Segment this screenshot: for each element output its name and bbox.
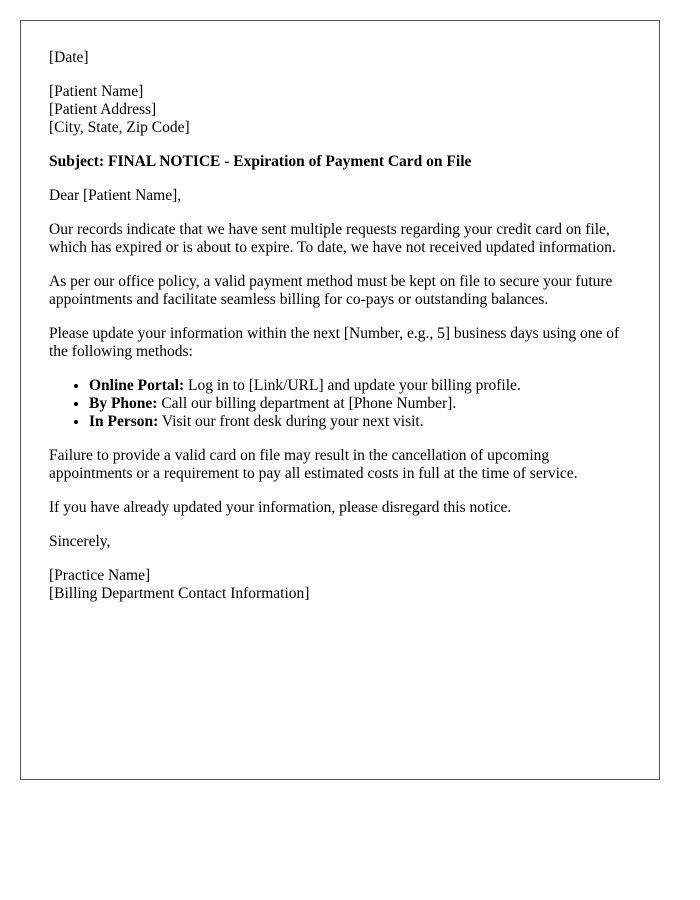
- method-text: Call our billing department at [Phone Number].: [157, 395, 457, 412]
- method-label: Online Portal:: [89, 377, 185, 394]
- method-text: Visit our front desk during your next visit.: [158, 413, 424, 430]
- practice-name: [Practice Name]: [49, 567, 151, 584]
- recipient-block: [49, 83, 631, 137]
- closing: Sincerely,: [49, 533, 111, 550]
- letter-date: [Date]: [49, 49, 89, 66]
- paragraph-policy: As per our office policy, a valid payment method must be kept on file to secure your future appointments and facilitate seamless billing for co-pays or outstanding balances.: [49, 273, 613, 308]
- recipient-city-state-zip: [City, State, Zip Code]: [49, 119, 190, 136]
- update-methods-list: [49, 377, 631, 431]
- method-label: In Person:: [89, 413, 159, 430]
- paragraph-update-request: Please update your information within the next [Number, e.g., 5] business days using one of the following methods:: [49, 325, 620, 360]
- recipient-address: [Patient Address]: [49, 101, 157, 118]
- recipient-name: [Patient Name]: [49, 83, 144, 100]
- paragraph-consequences: Failure to provide a valid card on file may result in the cancellation of upcoming appointments or a requirement to pay all estimated costs in full at the time of service.: [49, 447, 578, 482]
- salutation: Dear [Patient Name],: [49, 187, 182, 204]
- list-item-by-phone: [89, 395, 631, 413]
- signature-block: [49, 567, 631, 603]
- subject-line: Subject: FINAL NOTICE - Expiration of Payment Card on File: [49, 153, 472, 170]
- paragraph-records: Our records indicate that we have sent multiple requests regarding your credit card on file, which has expired or is about to expire. To date, we have not received updated information.: [49, 221, 616, 256]
- list-item-online-portal: [89, 377, 631, 395]
- billing-contact-info: [Billing Department Contact Information]: [49, 585, 310, 602]
- method-label: By Phone:: [89, 395, 158, 412]
- list-item-in-person: [89, 413, 631, 431]
- paragraph-disregard: If you have already updated your information, please disregard this notice.: [49, 499, 512, 516]
- letter-page: [20, 20, 660, 780]
- method-text: Log in to [Link/URL] and update your billing profile.: [184, 377, 521, 394]
